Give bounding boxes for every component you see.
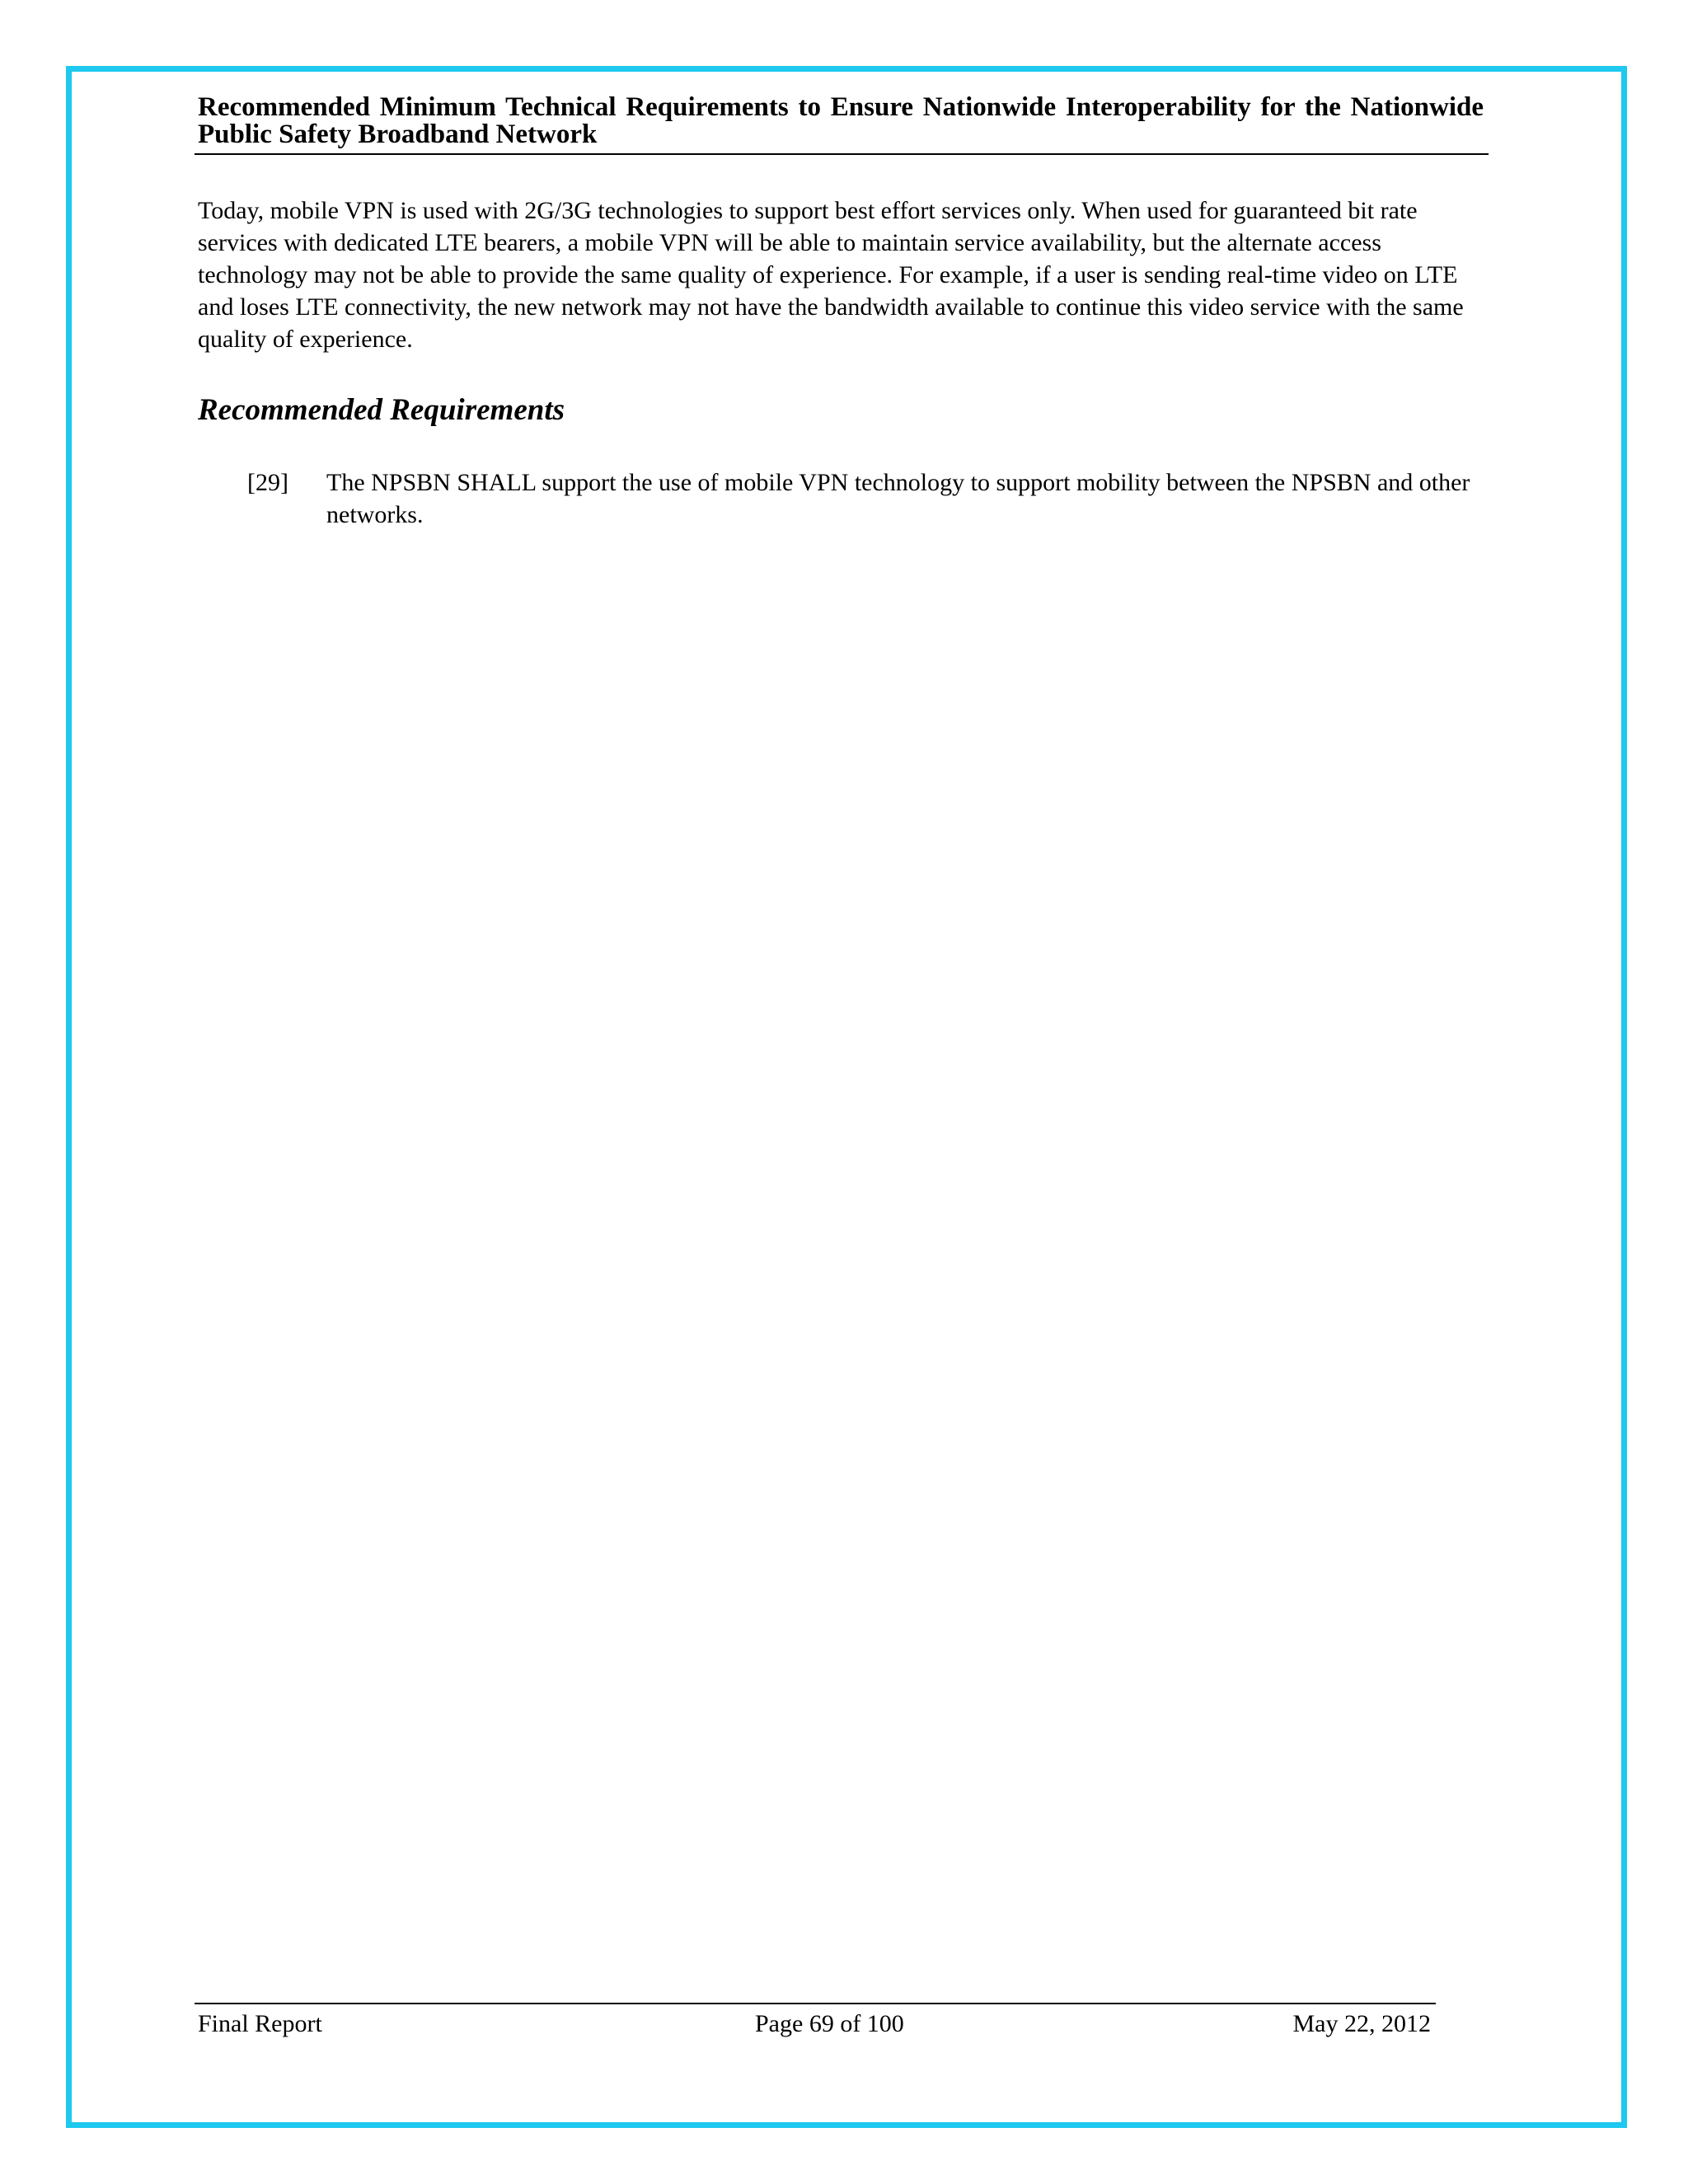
footer-divider (195, 2003, 1436, 2004)
header-divider (195, 153, 1489, 155)
requirement-number: [29] (247, 469, 288, 496)
footer-page-number: Page 69 of 100 (755, 2010, 904, 2037)
requirement-item (247, 466, 1484, 531)
section-heading: Recommended Requirements (198, 393, 565, 427)
footer-date: May 22, 2012 (1292, 2010, 1431, 2037)
page-border (66, 66, 1627, 2128)
requirement-text: The NPSBN SHALL support the use of mobile VPN technology to support mobility between the NPSBN and other networks. (326, 469, 1470, 528)
document-header-title: Recommended Minimum Technical Requirements to Ensure Nationwide Interoperability for the Nationwide Public Safety Broadband Network (198, 92, 1484, 149)
body-paragraph: Today, mobile VPN is used with 2G/3G technologies to support best effort services only. When used for guaranteed bit rate services with dedicated LTE bearers, a mobile VPN will be able to maintain service availability, but the alternate access technology may not be able to provide the same quality of experience. For example, if a user is sending real-time video on LTE and loses LTE connectivity, the new network may not have the bandwidth available to continue this video service with the same quality of experience. (198, 197, 1464, 353)
footer-report-label: Final Report (198, 2010, 322, 2037)
